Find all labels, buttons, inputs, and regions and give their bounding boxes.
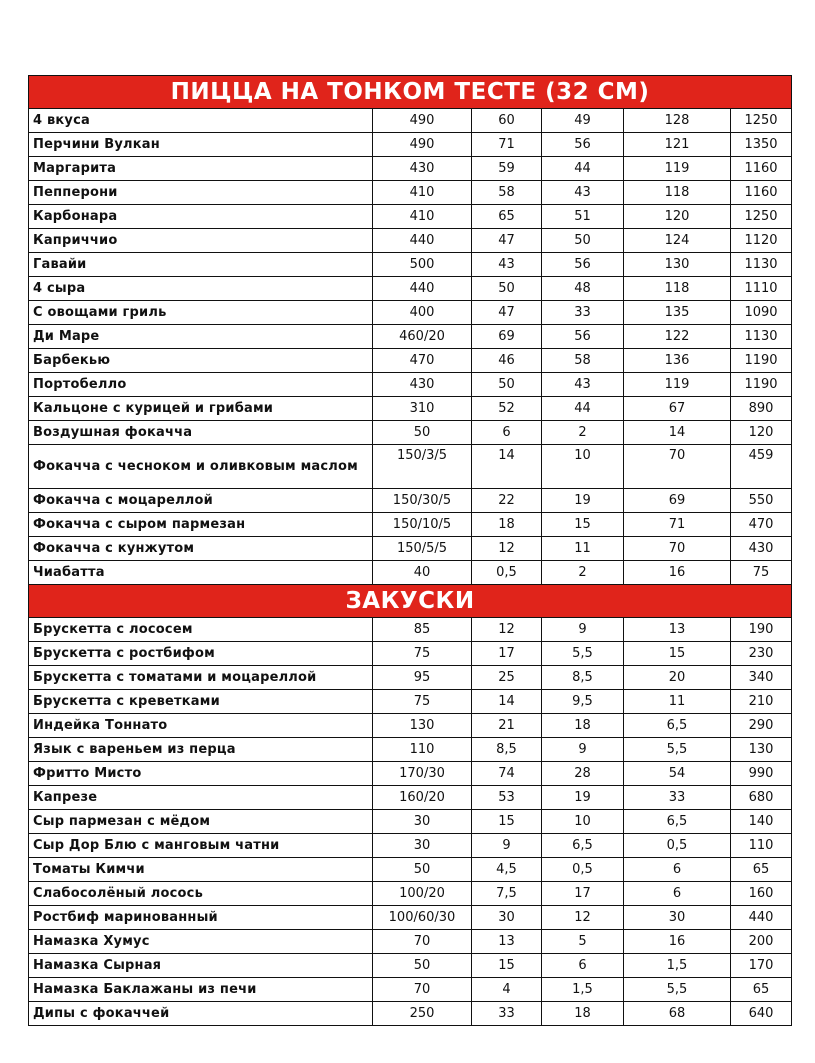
value-cell-col-1: 70 (373, 930, 472, 954)
section-title: ПИЦЦА НА ТОНКОМ ТЕСТЕ (32 СМ) (29, 76, 792, 109)
dish-name: Пепперони (29, 181, 373, 205)
value-cell-col-4: 20 (624, 666, 731, 690)
value-cell-col-3: 44 (542, 397, 624, 421)
value-cell-col-3: 51 (542, 205, 624, 229)
value-cell-col-4: 0,5 (624, 834, 731, 858)
table-row (29, 834, 792, 858)
table-row (29, 301, 792, 325)
value-cell-col-5: 170 (731, 954, 792, 978)
dish-name: Фокачча с моцареллой (29, 489, 373, 513)
value-cell-col-3: 5 (542, 930, 624, 954)
value-cell-col-2: 22 (472, 489, 542, 513)
value-cell-col-5: 1130 (731, 253, 792, 277)
table-row (29, 133, 792, 157)
value-cell-col-3: 56 (542, 325, 624, 349)
value-cell-col-5: 1190 (731, 349, 792, 373)
value-cell-col-4: 14 (624, 421, 731, 445)
value-cell-col-2: 30 (472, 906, 542, 930)
table-row (29, 421, 792, 445)
dish-name: Карбонара (29, 205, 373, 229)
value-cell-col-5: 990 (731, 762, 792, 786)
value-cell-col-5: 890 (731, 397, 792, 421)
value-cell-col-3: 43 (542, 181, 624, 205)
value-cell-col-5: 140 (731, 810, 792, 834)
dish-name: Намазка Баклажаны из печи (29, 978, 373, 1002)
value-cell-col-3: 1,5 (542, 978, 624, 1002)
value-cell-col-4: 120 (624, 205, 731, 229)
nutrition-table (28, 75, 792, 1026)
dish-name: Портобелло (29, 373, 373, 397)
dish-name: Каприччио (29, 229, 373, 253)
value-cell-col-3: 15 (542, 513, 624, 537)
value-cell-col-1: 30 (373, 810, 472, 834)
value-cell-col-1: 500 (373, 253, 472, 277)
value-cell-col-5: 459 (731, 445, 792, 489)
value-cell-col-1: 150/30/5 (373, 489, 472, 513)
dish-name: Капрезе (29, 786, 373, 810)
value-cell-col-1: 430 (373, 157, 472, 181)
value-cell-col-2: 17 (472, 642, 542, 666)
value-cell-col-1: 100/60/30 (373, 906, 472, 930)
table-row (29, 349, 792, 373)
value-cell-col-2: 12 (472, 618, 542, 642)
table-row (29, 738, 792, 762)
value-cell-col-2: 59 (472, 157, 542, 181)
value-cell-col-1: 100/20 (373, 882, 472, 906)
value-cell-col-5: 130 (731, 738, 792, 762)
value-cell-col-1: 130 (373, 714, 472, 738)
table-row (29, 513, 792, 537)
value-cell-col-1: 470 (373, 349, 472, 373)
dish-name: Слабосолёный лосось (29, 882, 373, 906)
value-cell-col-5: 190 (731, 618, 792, 642)
value-cell-col-5: 1110 (731, 277, 792, 301)
table-row (29, 1002, 792, 1026)
value-cell-col-4: 67 (624, 397, 731, 421)
table-row (29, 666, 792, 690)
table-row (29, 954, 792, 978)
value-cell-col-4: 6 (624, 858, 731, 882)
dish-name: Томаты Кимчи (29, 858, 373, 882)
table-row (29, 930, 792, 954)
value-cell-col-1: 150/5/5 (373, 537, 472, 561)
dish-name: Намазка Сырная (29, 954, 373, 978)
value-cell-col-5: 470 (731, 513, 792, 537)
value-cell-col-5: 1350 (731, 133, 792, 157)
value-cell-col-4: 5,5 (624, 738, 731, 762)
value-cell-col-1: 30 (373, 834, 472, 858)
value-cell-col-1: 50 (373, 421, 472, 445)
value-cell-col-2: 13 (472, 930, 542, 954)
value-cell-col-1: 410 (373, 181, 472, 205)
value-cell-col-3: 8,5 (542, 666, 624, 690)
value-cell-col-5: 1160 (731, 157, 792, 181)
dish-name: Язык с вареньем из перца (29, 738, 373, 762)
dish-name: Барбекью (29, 349, 373, 373)
value-cell-col-1: 50 (373, 858, 472, 882)
value-cell-col-5: 1120 (731, 229, 792, 253)
value-cell-col-2: 18 (472, 513, 542, 537)
value-cell-col-2: 52 (472, 397, 542, 421)
value-cell-col-2: 4,5 (472, 858, 542, 882)
value-cell-col-3: 18 (542, 1002, 624, 1026)
dish-name: Дипы с фокаччей (29, 1002, 373, 1026)
table-row (29, 489, 792, 513)
value-cell-col-1: 160/20 (373, 786, 472, 810)
value-cell-col-1: 50 (373, 954, 472, 978)
value-cell-col-3: 5,5 (542, 642, 624, 666)
table-row (29, 858, 792, 882)
value-cell-col-3: 10 (542, 445, 624, 489)
value-cell-col-1: 170/30 (373, 762, 472, 786)
value-cell-col-5: 200 (731, 930, 792, 954)
value-cell-col-5: 120 (731, 421, 792, 445)
value-cell-col-2: 25 (472, 666, 542, 690)
value-cell-col-3: 58 (542, 349, 624, 373)
dish-name: Фокачча с кунжутом (29, 537, 373, 561)
value-cell-col-4: 124 (624, 229, 731, 253)
value-cell-col-3: 10 (542, 810, 624, 834)
value-cell-col-1: 440 (373, 229, 472, 253)
table-row (29, 906, 792, 930)
value-cell-col-2: 47 (472, 229, 542, 253)
value-cell-col-5: 1250 (731, 109, 792, 133)
value-cell-col-2: 33 (472, 1002, 542, 1026)
value-cell-col-2: 4 (472, 978, 542, 1002)
value-cell-col-4: 70 (624, 537, 731, 561)
value-cell-col-1: 410 (373, 205, 472, 229)
value-cell-col-1: 150/10/5 (373, 513, 472, 537)
value-cell-col-5: 1250 (731, 205, 792, 229)
table-row (29, 810, 792, 834)
dish-name: Сыр пармезан с мёдом (29, 810, 373, 834)
value-cell-col-5: 1190 (731, 373, 792, 397)
value-cell-col-3: 12 (542, 906, 624, 930)
table-row (29, 762, 792, 786)
value-cell-col-3: 18 (542, 714, 624, 738)
value-cell-col-4: 15 (624, 642, 731, 666)
value-cell-col-2: 71 (472, 133, 542, 157)
value-cell-col-1: 40 (373, 561, 472, 585)
table-row (29, 205, 792, 229)
table-row (29, 618, 792, 642)
value-cell-col-5: 640 (731, 1002, 792, 1026)
value-cell-col-3: 33 (542, 301, 624, 325)
dish-name: Фритто Мисто (29, 762, 373, 786)
value-cell-col-3: 56 (542, 253, 624, 277)
value-cell-col-5: 160 (731, 882, 792, 906)
section-header-row (29, 76, 792, 109)
value-cell-col-5: 1090 (731, 301, 792, 325)
dish-name: Кальцоне с курицей и грибами (29, 397, 373, 421)
table-row (29, 882, 792, 906)
value-cell-col-5: 230 (731, 642, 792, 666)
value-cell-col-4: 6,5 (624, 714, 731, 738)
value-cell-col-1: 400 (373, 301, 472, 325)
value-cell-col-4: 1,5 (624, 954, 731, 978)
dish-name: 4 сыра (29, 277, 373, 301)
value-cell-col-3: 56 (542, 133, 624, 157)
table-row (29, 277, 792, 301)
dish-name: Фокачча с сыром пармезан (29, 513, 373, 537)
value-cell-col-5: 1130 (731, 325, 792, 349)
table-row (29, 690, 792, 714)
value-cell-col-1: 75 (373, 642, 472, 666)
value-cell-col-1: 430 (373, 373, 472, 397)
value-cell-col-1: 440 (373, 277, 472, 301)
value-cell-col-4: 11 (624, 690, 731, 714)
table-row (29, 181, 792, 205)
value-cell-col-3: 17 (542, 882, 624, 906)
value-cell-col-4: 68 (624, 1002, 731, 1026)
value-cell-col-1: 110 (373, 738, 472, 762)
dish-name: Ди Маре (29, 325, 373, 349)
value-cell-col-4: 30 (624, 906, 731, 930)
value-cell-col-4: 54 (624, 762, 731, 786)
dish-name: Перчини Вулкан (29, 133, 373, 157)
value-cell-col-3: 44 (542, 157, 624, 181)
dish-name: Намазка Хумус (29, 930, 373, 954)
value-cell-col-4: 6 (624, 882, 731, 906)
value-cell-col-3: 9 (542, 618, 624, 642)
value-cell-col-2: 6 (472, 421, 542, 445)
value-cell-col-2: 21 (472, 714, 542, 738)
dish-name: Брускетта с креветками (29, 690, 373, 714)
value-cell-col-5: 440 (731, 906, 792, 930)
value-cell-col-1: 490 (373, 109, 472, 133)
value-cell-col-4: 71 (624, 513, 731, 537)
value-cell-col-4: 136 (624, 349, 731, 373)
dish-name: С овощами гриль (29, 301, 373, 325)
value-cell-col-4: 119 (624, 373, 731, 397)
value-cell-col-3: 28 (542, 762, 624, 786)
table-row (29, 537, 792, 561)
value-cell-col-1: 150/3/5 (373, 445, 472, 489)
value-cell-col-4: 16 (624, 561, 731, 585)
table-row (29, 978, 792, 1002)
table-row (29, 445, 792, 489)
dish-name: Гавайи (29, 253, 373, 277)
value-cell-col-2: 0,5 (472, 561, 542, 585)
value-cell-col-2: 69 (472, 325, 542, 349)
dish-name: Фокачча с чесноком и оливковым маслом (29, 445, 373, 489)
value-cell-col-4: 6,5 (624, 810, 731, 834)
nutrition-menu-sheet (28, 75, 791, 1026)
value-cell-col-2: 15 (472, 954, 542, 978)
value-cell-col-3: 6,5 (542, 834, 624, 858)
value-cell-col-5: 550 (731, 489, 792, 513)
section-header-row (29, 585, 792, 618)
value-cell-col-5: 210 (731, 690, 792, 714)
value-cell-col-2: 8,5 (472, 738, 542, 762)
section-title: ЗАКУСКИ (29, 585, 792, 618)
value-cell-col-1: 85 (373, 618, 472, 642)
nutrition-table-body (29, 76, 792, 1026)
value-cell-col-3: 9 (542, 738, 624, 762)
table-row (29, 157, 792, 181)
value-cell-col-4: 69 (624, 489, 731, 513)
dish-name: Брускетта с томатами и моцареллой (29, 666, 373, 690)
table-row (29, 397, 792, 421)
value-cell-col-1: 70 (373, 978, 472, 1002)
table-row (29, 253, 792, 277)
value-cell-col-4: 13 (624, 618, 731, 642)
value-cell-col-4: 128 (624, 109, 731, 133)
value-cell-col-4: 118 (624, 277, 731, 301)
value-cell-col-1: 75 (373, 690, 472, 714)
value-cell-col-2: 58 (472, 181, 542, 205)
table-row (29, 229, 792, 253)
value-cell-col-2: 65 (472, 205, 542, 229)
value-cell-col-4: 16 (624, 930, 731, 954)
dish-name: Ростбиф маринованный (29, 906, 373, 930)
table-row (29, 373, 792, 397)
value-cell-col-3: 0,5 (542, 858, 624, 882)
value-cell-col-4: 135 (624, 301, 731, 325)
table-row (29, 786, 792, 810)
dish-name: Индейка Тоннато (29, 714, 373, 738)
dish-name: Сыр Дор Блю с манговым чатни (29, 834, 373, 858)
value-cell-col-3: 19 (542, 489, 624, 513)
value-cell-col-1: 95 (373, 666, 472, 690)
value-cell-col-5: 65 (731, 978, 792, 1002)
table-row (29, 109, 792, 133)
value-cell-col-4: 122 (624, 325, 731, 349)
value-cell-col-3: 19 (542, 786, 624, 810)
value-cell-col-4: 130 (624, 253, 731, 277)
value-cell-col-5: 65 (731, 858, 792, 882)
dish-name: Маргарита (29, 157, 373, 181)
dish-name: Брускетта с лососем (29, 618, 373, 642)
value-cell-col-1: 460/20 (373, 325, 472, 349)
value-cell-col-4: 5,5 (624, 978, 731, 1002)
value-cell-col-4: 33 (624, 786, 731, 810)
value-cell-col-3: 49 (542, 109, 624, 133)
value-cell-col-2: 60 (472, 109, 542, 133)
value-cell-col-5: 290 (731, 714, 792, 738)
dish-name: 4 вкуса (29, 109, 373, 133)
value-cell-col-5: 75 (731, 561, 792, 585)
value-cell-col-3: 11 (542, 537, 624, 561)
value-cell-col-5: 430 (731, 537, 792, 561)
value-cell-col-2: 50 (472, 373, 542, 397)
value-cell-col-3: 48 (542, 277, 624, 301)
value-cell-col-3: 2 (542, 561, 624, 585)
value-cell-col-5: 340 (731, 666, 792, 690)
value-cell-col-2: 9 (472, 834, 542, 858)
value-cell-col-2: 7,5 (472, 882, 542, 906)
value-cell-col-2: 53 (472, 786, 542, 810)
table-row (29, 325, 792, 349)
value-cell-col-2: 43 (472, 253, 542, 277)
value-cell-col-4: 118 (624, 181, 731, 205)
value-cell-col-2: 14 (472, 690, 542, 714)
value-cell-col-4: 70 (624, 445, 731, 489)
value-cell-col-1: 310 (373, 397, 472, 421)
value-cell-col-3: 43 (542, 373, 624, 397)
value-cell-col-5: 680 (731, 786, 792, 810)
table-row (29, 714, 792, 738)
value-cell-col-2: 50 (472, 277, 542, 301)
dish-name: Брускетта с ростбифом (29, 642, 373, 666)
value-cell-col-3: 9,5 (542, 690, 624, 714)
value-cell-col-5: 110 (731, 834, 792, 858)
value-cell-col-2: 74 (472, 762, 542, 786)
value-cell-col-2: 12 (472, 537, 542, 561)
value-cell-col-2: 14 (472, 445, 542, 489)
value-cell-col-1: 490 (373, 133, 472, 157)
value-cell-col-2: 15 (472, 810, 542, 834)
table-row (29, 561, 792, 585)
value-cell-col-2: 46 (472, 349, 542, 373)
value-cell-col-1: 250 (373, 1002, 472, 1026)
dish-name: Чиабатта (29, 561, 373, 585)
value-cell-col-4: 119 (624, 157, 731, 181)
dish-name: Воздушная фокачча (29, 421, 373, 445)
value-cell-col-3: 6 (542, 954, 624, 978)
value-cell-col-3: 2 (542, 421, 624, 445)
table-row (29, 642, 792, 666)
value-cell-col-2: 47 (472, 301, 542, 325)
value-cell-col-3: 50 (542, 229, 624, 253)
value-cell-col-4: 121 (624, 133, 731, 157)
value-cell-col-5: 1160 (731, 181, 792, 205)
